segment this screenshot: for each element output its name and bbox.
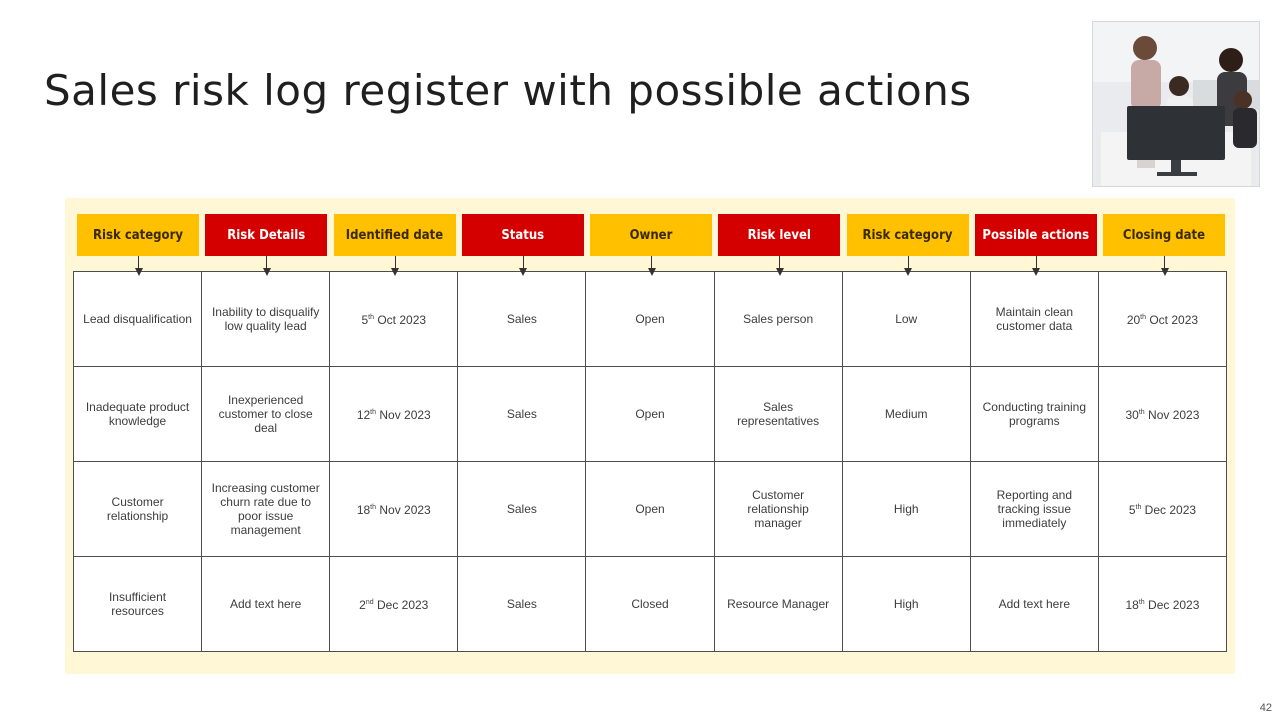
cell-risk-category-2: High <box>842 462 970 557</box>
cell-closing-date: 30th Nov 2023 <box>1098 367 1226 462</box>
header-connector-line <box>395 256 396 268</box>
table-row <box>74 367 1227 462</box>
header-possible-actions: Possible actions <box>975 214 1097 256</box>
header-arrow-icon <box>904 268 912 276</box>
risk-register-panel <box>65 198 1235 674</box>
header-arrow-icon <box>648 268 656 276</box>
cell-status: Sales <box>458 462 586 557</box>
header-status: Status <box>462 214 584 256</box>
cell-identified-date: 12th Nov 2023 <box>330 367 458 462</box>
table-row <box>74 462 1227 557</box>
page-number: 42 <box>1259 702 1272 714</box>
cell-possible-actions: Conducting training programs <box>970 367 1098 462</box>
cell-risk-details: Inability to disqualify low quality lead <box>202 272 330 367</box>
cell-identified-date: 2nd Dec 2023 <box>330 557 458 652</box>
cell-risk-level: Resource Manager <box>714 557 842 652</box>
cell-owner: Closed <box>586 557 714 652</box>
cell-status: Sales <box>458 367 586 462</box>
cell-status: Sales <box>458 557 586 652</box>
header-risk-category-2: Risk category <box>847 214 969 256</box>
cell-risk-category: Lead disqualification <box>74 272 202 367</box>
header-identified-date: Identified date <box>334 214 456 256</box>
cell-possible-actions: Maintain clean customer data <box>970 272 1098 367</box>
cell-risk-level: Customer relationship manager <box>714 462 842 557</box>
header-arrow-icon <box>1032 268 1040 276</box>
header-arrow-icon <box>776 268 784 276</box>
page-title: Sales risk log register with possible actions <box>44 66 972 115</box>
header-row <box>77 214 1231 256</box>
cell-owner: Open <box>586 462 714 557</box>
cell-risk-details: Inexperienced customer to close deal <box>202 367 330 462</box>
header-risk-level: Risk level <box>718 214 840 256</box>
table-row <box>74 557 1227 652</box>
header-connector-line <box>651 256 652 268</box>
header-arrow-icon <box>519 268 527 276</box>
cell-risk-category: Insufficient resources <box>74 557 202 652</box>
table-row <box>74 272 1227 367</box>
header-connector-line <box>138 256 139 268</box>
cell-owner: Open <box>586 367 714 462</box>
cell-closing-date: 18th Dec 2023 <box>1098 557 1226 652</box>
header-owner: Owner <box>590 214 712 256</box>
cell-risk-category: Inadequate product knowledge <box>74 367 202 462</box>
header-risk-category: Risk category <box>77 214 199 256</box>
cell-status: Sales <box>458 272 586 367</box>
cell-closing-date: 20th Oct 2023 <box>1098 272 1226 367</box>
cell-risk-details: Increasing customer churn rate due to poor issue management <box>202 462 330 557</box>
cell-risk-category-2: High <box>842 557 970 652</box>
header-connector-line <box>1164 256 1165 268</box>
cell-possible-actions: Add text here <box>970 557 1098 652</box>
cell-risk-level: Sales representatives <box>714 367 842 462</box>
header-connector-line <box>908 256 909 268</box>
header-closing-date: Closing date <box>1103 214 1225 256</box>
header-connector-line <box>266 256 267 268</box>
team-photo <box>1092 21 1260 187</box>
header-connector-line <box>779 256 780 268</box>
cell-risk-level: Sales person <box>714 272 842 367</box>
header-arrow-icon <box>1161 268 1169 276</box>
cell-risk-category-2: Low <box>842 272 970 367</box>
cell-identified-date: 18th Nov 2023 <box>330 462 458 557</box>
header-arrow-icon <box>391 268 399 276</box>
cell-closing-date: 5th Dec 2023 <box>1098 462 1226 557</box>
header-risk-details: Risk Details <box>205 214 327 256</box>
cell-risk-category-2: Medium <box>842 367 970 462</box>
header-connector-line <box>523 256 524 268</box>
cell-owner: Open <box>586 272 714 367</box>
header-arrow-icon <box>135 268 143 276</box>
cell-possible-actions: Reporting and tracking issue immediately <box>970 462 1098 557</box>
cell-identified-date: 5th Oct 2023 <box>330 272 458 367</box>
header-arrow-icon <box>263 268 271 276</box>
cell-risk-category: Customer relationship <box>74 462 202 557</box>
cell-risk-details: Add text here <box>202 557 330 652</box>
risk-table <box>73 271 1227 652</box>
header-connector-line <box>1036 256 1037 268</box>
